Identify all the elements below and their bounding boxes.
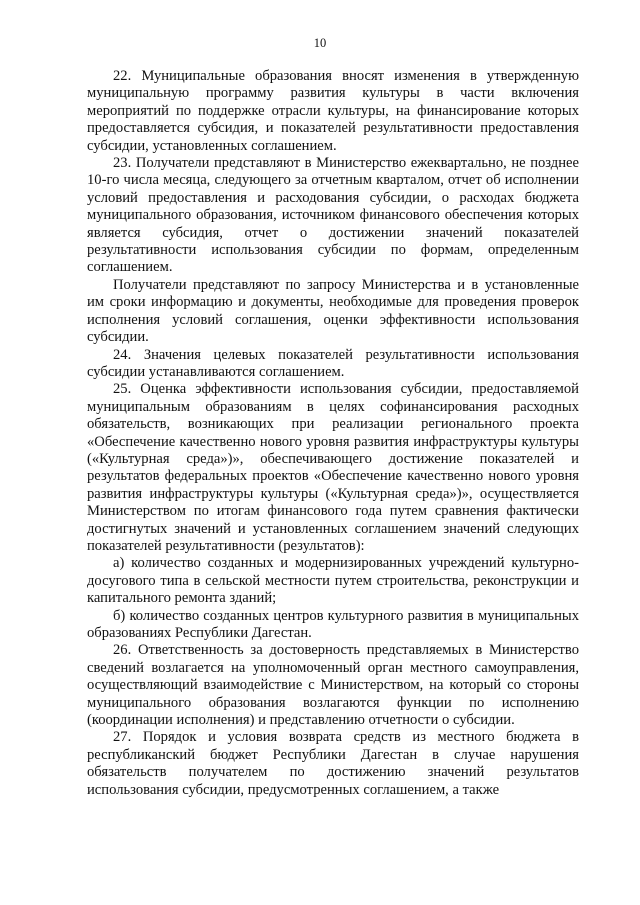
paragraph-23: 23. Получатели представляют в Министерство ежеквартально, не позднее 10-го числа месяца, следующего за отчетным кварталом, отчет об исполнении условий предоставления и расходования субсидии, о расходах бюджета муниципального образования, источником финансового обеспечения которых является субсидия, отчет о достижении значений показателей результативности использования субсидии по формам, определенным соглашением.: [87, 155, 579, 276]
paragraph-24: 24. Значения целевых показателей результативности использования субсидии устанавливаются соглашением.: [87, 346, 579, 380]
paragraph-25-item-a: а) количество созданных и модернизированных учреждений культурно-досугового типа в сельской местности путем строительства, реконструкции и капитального ремонта зданий;: [87, 555, 579, 607]
document-body: [87, 68, 579, 799]
paragraph-22: 22. Муниципальные образования вносят изменения в утвержденную муниципальную программу развития культуры в части включения мероприятий по поддержке отрасли культуры, на финансирование которых предоставляется субсидия, и показателей результативности предоставления субсидии, установленных соглашением.: [87, 68, 579, 154]
paragraph-23-recipients: Получатели представляют по запросу Министерства и в установленные им сроки информацию и документы, необходимые для проведения проверок исполнения условий соглашения, оценки эффективности использования субсидии.: [87, 276, 579, 346]
page-number: 10: [313, 36, 327, 50]
paragraph-25-item-b: б) количество созданных центров культурного развития в муниципальных образованиях Республики Дагестан.: [87, 607, 579, 641]
paragraph-25: 25. Оценка эффективности использования субсидии, предоставляемой муниципальным образованиям в целях софинансирования расходных обязательств, возникающих при реализации регионального проекта «Обеспечение качественно нового уровня развития инфраструктуры культуры («Культурная среда»)», обеспечивающего достижение показателей и результатов федеральных проектов «Обеспечение качественно нового уровня развития инфраструктуры культуры («Культурная среда»)», осуществляется Министерством по итогам финансового года путем сравнения фактически достигнутых значений и установленных соглашением значений следующих показателей результативности (результатов):: [87, 381, 579, 554]
paragraph-26: 26. Ответственность за достоверность представляемых в Министерство сведений возлагается на уполномоченный орган местного самоуправления, осуществляющий взаимодействие с Министерством, на который со стороны муниципального образования возлагаются функции по исполнению (координации исполнения) и представлению отчетности о субсидии.: [87, 642, 579, 729]
paragraph-27: 27. Порядок и условия возврата средств из местного бюджета в республиканский бюджет Республики Дагестан в случае нарушения обязательств получателем по достижению значений результатов использования субсидии, предусмотренных соглашением, а также: [87, 729, 579, 798]
